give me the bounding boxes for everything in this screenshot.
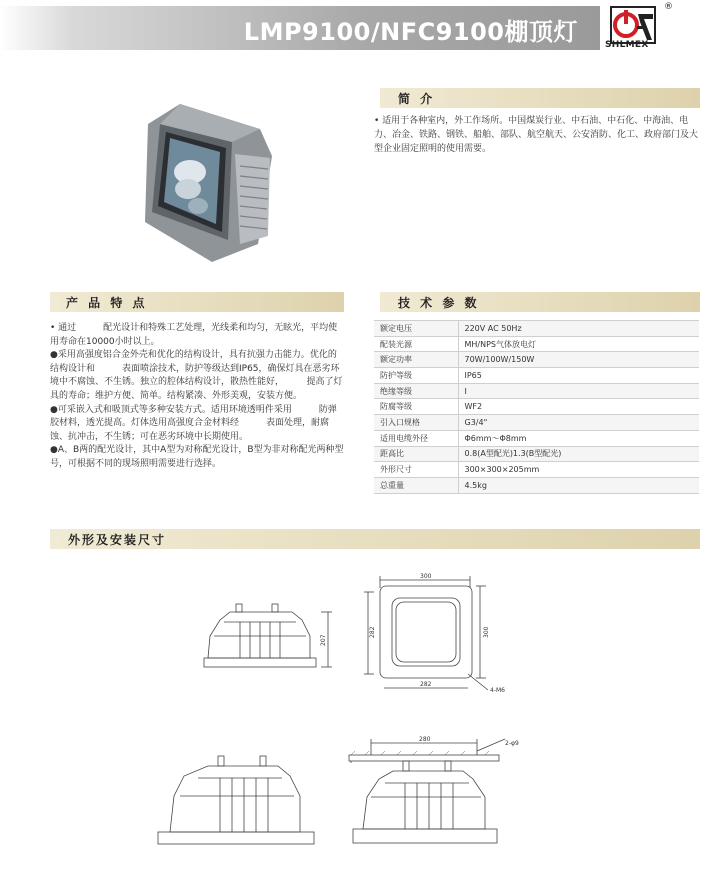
table-row [374, 446, 699, 462]
ceiling-mount-drawing [345, 733, 525, 853]
spec-value: I [458, 383, 699, 399]
spec-value: G3/4" [458, 415, 699, 431]
mount-hole-label: 4-M6 [490, 687, 505, 694]
table-row [374, 415, 699, 431]
product-photo [140, 94, 285, 264]
table-row [374, 462, 699, 478]
spec-value: 300×300×205mm [458, 462, 699, 478]
spec-value: IP65 [458, 368, 699, 384]
spec-key: 外形尺寸 [374, 462, 458, 478]
spec-key: 防腐等级 [374, 399, 458, 415]
registered-mark: ® [664, 2, 673, 12]
spec-value: WF2 [458, 399, 699, 415]
feature-item: ●可采嵌入式和吸顶式等多种安装方式。适用环境透明件采用 防弹胶材料，透光提高。灯体选用高强度合金材料经 表面处理，耐腐蚀、抗冲击，不生锈；可在恶劣环境中长期使用。 [50, 404, 337, 442]
feature-item: ●采用高强度铝合金外壳和优化的结构设计，具有抗强力击能力。优化的结构设计和 表面喷涂技术，防护等级达到IP65，确保灯具在恶劣环境中不腐蚀、不生锈。独立的腔体结构设计，散热性能好， 提高了灯具的寿命；维护方便、简单。结构紧凑、外形美观，安装方便。 [50, 350, 343, 401]
bottom-side-view-drawing [150, 752, 330, 852]
spec-value: 0.8(A型配光)1.3(B型配光) [458, 446, 699, 462]
table-row [374, 321, 699, 337]
ceiling-width-label: 280 [419, 736, 431, 743]
table-row [374, 477, 699, 493]
spec-key: 距高比 [374, 446, 458, 462]
brand-logo-text: SHLMEX [605, 40, 649, 50]
features-list [50, 322, 344, 472]
top-inner-width-label: 282 [420, 681, 432, 688]
header-band [0, 6, 600, 50]
spec-value: 220V AC 50Hz [458, 321, 699, 337]
spec-key: 适用电缆外径 [374, 430, 458, 446]
specs-section-bar [374, 292, 700, 312]
dimensions-section-bar [50, 529, 700, 549]
top-width-label: 300 [420, 573, 432, 580]
features-section-bar [50, 292, 344, 312]
spec-value: 70W/100W/150W [458, 352, 699, 368]
ceiling-hole-label: 2-φ9 [505, 740, 519, 747]
table-row [374, 399, 699, 415]
spec-value: MH/NPS气体放电灯 [458, 336, 699, 352]
top-inner-height-label: 282 [369, 626, 376, 638]
spec-key: 配装光源 [374, 336, 458, 352]
intro-section-bar [374, 88, 700, 108]
table-row [374, 383, 699, 399]
side-height-label: 207 [320, 634, 327, 646]
spec-table [374, 320, 699, 494]
spec-key: 引入口规格 [374, 415, 458, 431]
specs-heading: 技 术 参 数 [398, 296, 480, 310]
table-row [374, 430, 699, 446]
features-heading: 产 品 特 点 [66, 296, 148, 310]
top-height-label: 300 [483, 626, 490, 638]
spec-value: Φ6mm～Φ8mm [458, 430, 699, 446]
feature-item: • 通过 配光设计和特殊工艺处理，光线柔和均匀，无眩光，平均使用寿命在10000小时以上。 [50, 323, 338, 347]
intro-heading: 简 介 [398, 92, 436, 106]
page-title: LMP9100/NFC9100棚顶灯 [243, 18, 578, 46]
feature-item: ●A、B两的配光设计，其中A型为对称配光设计，B型为非对称配光两种型号，可根据不同的现场照明需要进行选择。 [50, 445, 344, 469]
table-row [374, 368, 699, 384]
intro-text: • 适用于各种室内，外工作场所。中国煤炭行业、中石油、中石化、中海油、电力、冶金、铁路、钢铁、船舶、部队、航空航天、公安消防、化工、政府部门及大型企业固定照明的使用需要。 [374, 116, 699, 154]
dimensions-heading: 外形及安装尺寸 [68, 533, 167, 547]
top-view-drawing [360, 570, 520, 700]
table-row [374, 336, 699, 352]
spec-key: 绝缘等级 [374, 383, 458, 399]
spec-value: 4.5kg [458, 477, 699, 493]
side-view-drawing [200, 596, 335, 686]
spec-key: 额定电压 [374, 321, 458, 337]
table-row [374, 352, 699, 368]
spec-key: 总重量 [374, 477, 458, 493]
spec-key: 额定功率 [374, 352, 458, 368]
spec-key: 防护等级 [374, 368, 458, 384]
